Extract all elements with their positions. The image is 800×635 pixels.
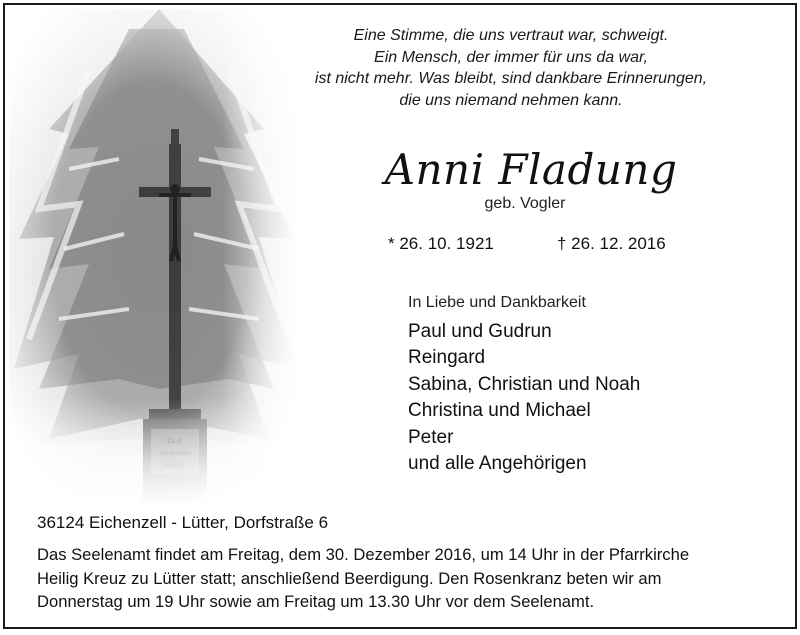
mourners-list <box>408 319 640 477</box>
death-date: † 26. 12. 2016 <box>557 234 666 253</box>
mourner-name: Peter <box>408 426 454 448</box>
mourner-name: Christina und Michael <box>408 400 591 422</box>
service-line: Das Seelenamt findet am Freitag, dem 30. Dezember 2016, um 14 Uhr in der Pfarrkirche <box>37 545 690 564</box>
maiden-name: geb. Vogler <box>484 195 566 212</box>
wayside-cross-photo <box>9 9 305 507</box>
quote-line: Ein Mensch, der immer für uns da war, <box>374 48 648 66</box>
deceased-name: Anni Fladung <box>384 145 678 194</box>
quote-line: ist nicht mehr. Was bleibt, sind dankbare Erinnerungen, <box>314 70 708 87</box>
family-address: 36124 Eichenzell - Lütter, Dorfstraße 6 <box>37 513 329 532</box>
mourner-name: Paul und Gudrun <box>408 321 552 342</box>
mourner-name: Sabina, Christian und Noah <box>408 373 641 395</box>
service-line: Donnerstag um 19 Uhr sowie am Freitag um 13.30 Uhr vor dem Seelenamt. <box>37 592 595 611</box>
service-line: Heilig Kreuz zu Lütter statt; anschließend Beerdigung. Den Rosenkranz beten wir am <box>37 568 662 588</box>
mourner-name: und alle Angehörigen <box>408 453 587 475</box>
mourner-name: Reingard <box>408 347 486 369</box>
birth-date: * 26. 10. 1921 <box>388 234 494 253</box>
obituary-notice <box>3 3 797 629</box>
quote-line: die uns niemand nehmen kann. <box>399 91 623 109</box>
mourners-intro: In Liebe und Dankbarkeit <box>408 294 586 311</box>
service-details <box>37 543 777 614</box>
quote-line: Eine Stimme, die uns vertraut war, schweigt. <box>353 27 669 44</box>
memorial-quote <box>305 25 717 111</box>
